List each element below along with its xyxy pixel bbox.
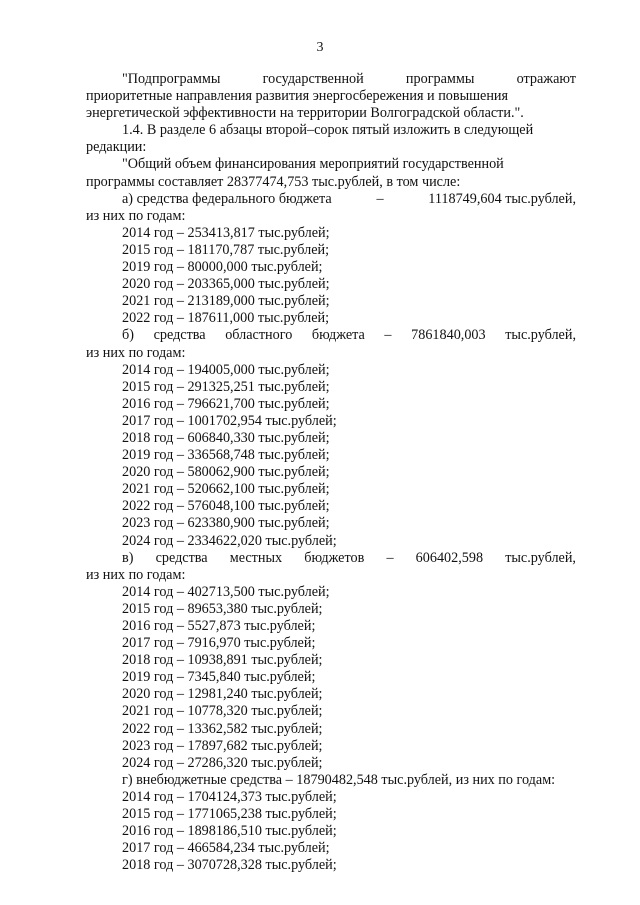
federal-year-row: 2021 год – 213189,000 тыс.рублей; xyxy=(122,293,330,310)
word: тыс.рублей, xyxy=(505,549,576,566)
regional-year-row: 2017 год – 1001702,954 тыс.рублей; xyxy=(122,412,337,429)
local-year-row: 2017 год – 7916,970 тыс.рублей; xyxy=(122,635,316,652)
regional-year-row: 2024 год – 2334622,020 тыс.рублей; xyxy=(122,532,337,549)
regional-total: 7861840,003 xyxy=(411,327,486,344)
word: в) xyxy=(122,549,134,566)
paragraph-3-line-2: программы составляет 28377474,753 тыс.рублей, в том числе: xyxy=(86,173,461,190)
word: бюджета xyxy=(311,327,365,344)
federal-year-row: 2014 год – 253413,817 тыс.рублей; xyxy=(122,224,330,241)
federal-year-row: 2015 год – 181170,787 тыс.рублей; xyxy=(122,241,330,258)
local-year-row: 2018 год – 10938,891 тыс.рублей; xyxy=(122,652,323,669)
paragraph-1-line-2: приоритетные направления развития энергосбережения и повышения xyxy=(86,88,509,105)
word: государственной xyxy=(262,71,364,87)
word: б) xyxy=(122,327,134,344)
federal-total: 1118749,604 тыс.рублей, xyxy=(428,190,576,207)
paragraph-3-line-1: "Общий объем финансирования мероприятий государственной xyxy=(122,156,504,173)
word: программы xyxy=(405,71,475,87)
word: областного xyxy=(225,327,293,344)
word: отражают xyxy=(516,71,576,87)
word: бюджетов xyxy=(304,549,365,566)
local-budget-heading xyxy=(86,550,576,567)
regional-year-row: 2023 год – 623380,900 тыс.рублей; xyxy=(122,515,330,532)
federal-by-years-label: из них по годам: xyxy=(86,207,186,224)
local-year-row: 2021 год – 10778,320 тыс.рублей; xyxy=(122,703,323,720)
regional-budget-heading xyxy=(86,327,576,344)
federal-year-row: 2019 год – 80000,000 тыс.рублей; xyxy=(122,259,323,276)
local-year-row: 2024 год – 27286,320 тыс.рублей; xyxy=(122,754,323,771)
regional-year-row: 2021 год – 520662,100 тыс.рублей; xyxy=(122,481,330,498)
regional-year-row: 2014 год – 194005,000 тыс.рублей; xyxy=(122,361,330,378)
extrabudgetary-year-row: 2016 год – 1898186,510 тыс.рублей; xyxy=(122,823,337,840)
local-year-row: 2019 год – 7345,840 тыс.рублей; xyxy=(122,669,316,686)
page-number: 3 xyxy=(316,40,324,55)
local-year-row: 2015 год – 89653,380 тыс.рублей; xyxy=(122,600,323,617)
local-year-row: 2020 год – 12981,240 тыс.рублей; xyxy=(122,686,323,703)
word: местных xyxy=(229,549,283,566)
federal-label: а) средства федерального бюджета xyxy=(122,190,332,207)
document-body xyxy=(86,71,576,874)
local-year-row: 2022 год – 13362,582 тыс.рублей; xyxy=(122,720,323,737)
regional-year-row: 2022 год – 576048,100 тыс.рублей; xyxy=(122,498,330,515)
paragraph-2-line-2: редакции: xyxy=(86,139,147,156)
extrabudgetary-year-row: 2018 год – 3070728,328 тыс.рублей; xyxy=(122,857,337,874)
dash: – xyxy=(376,190,384,207)
regional-year-row: 2019 год – 336568,748 тыс.рублей; xyxy=(122,447,330,464)
local-year-row: 2014 год – 402713,500 тыс.рублей; xyxy=(122,583,330,600)
local-year-row: 2023 год – 17897,682 тыс.рублей; xyxy=(122,737,323,754)
word: средства xyxy=(153,327,206,344)
word: тыс.рублей, xyxy=(505,327,576,344)
federal-year-row: 2022 год – 187611,000 тыс.рублей; xyxy=(122,310,330,327)
federal-budget-heading xyxy=(86,191,576,208)
paragraph-2-line-1: 1.4. В разделе 6 абзацы второй–сорок пятый изложить в следующей xyxy=(122,122,534,139)
local-year-row: 2016 год – 5527,873 тыс.рублей; xyxy=(122,618,316,634)
dash: – xyxy=(386,549,394,566)
regional-year-row: 2020 год – 580062,900 тыс.рублей; xyxy=(122,464,330,481)
extrabudgetary-year-row: 2017 год – 466584,234 тыс.рублей; xyxy=(122,840,330,857)
regional-year-row: 2015 год – 291325,251 тыс.рублей; xyxy=(122,378,330,395)
local-total: 606402,598 xyxy=(415,549,484,566)
regional-year-row: 2018 год – 606840,330 тыс.рублей; xyxy=(122,429,330,446)
local-by-years-label: из них по годам: xyxy=(86,566,186,583)
regional-by-years-label: из них по годам: xyxy=(86,344,186,361)
paragraph-1-line-3: энергетической эффективности на территории Волгоградской области.". xyxy=(86,105,524,122)
federal-year-row: 2020 год – 203365,000 тыс.рублей; xyxy=(122,276,330,293)
extrabudgetary-year-row: 2014 год – 1704124,373 тыс.рублей; xyxy=(122,788,337,805)
word: средства xyxy=(155,549,208,566)
word: "Подпрограммы xyxy=(122,71,221,87)
paragraph-1-line-1 xyxy=(86,71,576,88)
extrabudgetary-year-row: 2015 год – 1771065,238 тыс.рублей; xyxy=(122,806,337,823)
extrabudgetary-heading: г) внебюджетные средства – 18790482,548 тыс.рублей, из них по годам: xyxy=(122,771,556,788)
dash: – xyxy=(384,327,392,344)
regional-year-row: 2016 год – 796621,700 тыс.рублей; xyxy=(122,395,330,412)
